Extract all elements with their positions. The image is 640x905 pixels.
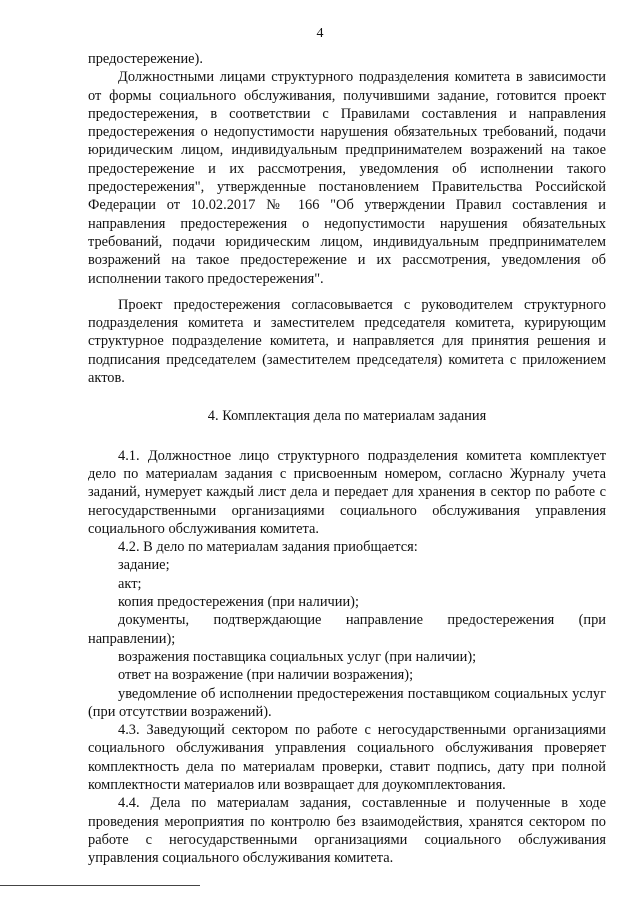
list-item: документы, подтверждающие направление предостережения (при направлении); <box>88 612 606 647</box>
page-number: 4 <box>316 26 324 41</box>
list-item: ответ на возражение (при наличии возражения); <box>118 667 414 684</box>
list-item: уведомление об исполнении предостережения поставщиком социальных услуг (при отсутствии возражений). <box>88 685 606 720</box>
list-item: задание; <box>118 557 170 574</box>
document-body <box>88 50 606 867</box>
paragraph-draft-warning: Должностными лицами структурного подразделения комитета в зависимости от формы социального обслуживания, получившими задание, готовится проект предостережения, в соответствии с Правилами составления и направления предостережения о недопустимости нарушения обязательных требований, подачи юридическим лицом, индивидуальным предпринимателем возражений на такое предостережение и их рассмотрения, уведомления об исполнении такого предостережения", утвержденные постановлением Правительства Российской Федерации от 10.02.2017 № 166 "Об утверждении Правил составления и направления предостережения о недопустимости нарушения обязательных требований, подачи юридическим лицом, индивидуальным предпринимателем возражений на такое предостережение и их рассмотрения, уведомления об исполнении такого предостережения". <box>88 69 606 287</box>
paragraph-4-1: 4.1. Должностное лицо структурного подразделения комитета комплектует дело по материалам задания с присвоенным номером, согласно Журналу учета заданий, нумерует каждый лист дела и передает для хранения в сектор по работе с негосударственными организациями социального обслуживания управления социального обслуживания комитета. <box>88 447 606 537</box>
paragraph-4-2: 4.2. В дело по материалам задания приобщается: <box>118 539 418 556</box>
footnote-divider <box>0 885 200 886</box>
section-heading: 4. Комплектация дела по материалам задания <box>207 408 487 425</box>
list-item: копия предостережения (при наличии); <box>118 594 359 611</box>
paragraph-4-3: 4.3. Заведующий сектором по работе с негосударственными организациями социального обслуживания управления социального обслуживания проверяет комплектность дела по материалам проверки, ставит подпись, дату при полной комплектности материалов или возвращает для доукомплектования. <box>88 722 606 793</box>
list-item: возражения поставщика социальных услуг (при наличии); <box>118 648 477 665</box>
paragraph-4-4: 4.4. Дела по материалам задания, составленные и полученные в ходе проведения мероприятия по контролю без взаимодействия, хранятся сектором по работе с негосударственными организациями социального обслуживания управления социального обслуживания комитета. <box>88 795 606 867</box>
paragraph-warning-approval: Проект предостережения согласовывается с руководителем структурного подразделения комитета и заместителем председателя комитета, курирующим структурное подразделение комитета, и направляется для принятия решения и подписания председателем (заместителем председателя) комитета с приложением актов. <box>88 296 606 387</box>
list-item: акт; <box>118 575 142 592</box>
paragraph-continuation: предостережение). <box>88 51 203 67</box>
